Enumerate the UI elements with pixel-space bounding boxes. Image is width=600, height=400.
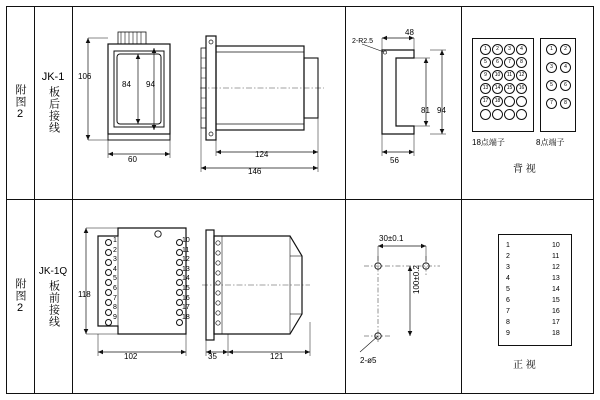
- row2-dim-30: 30±0.1: [379, 234, 404, 243]
- row2-panel-right-17: 17: [552, 319, 560, 326]
- row2-left-pin-dot-1[interactable]: [105, 239, 112, 246]
- terminal-18-pin-2[interactable]: 2: [492, 44, 503, 55]
- row2-left-pin-numbers: [113, 236, 117, 322]
- row1-dim-81: 81: [421, 106, 430, 115]
- terminal-18-pin-6[interactable]: 6: [492, 57, 503, 68]
- row2-panel-right-12: 12: [552, 264, 560, 271]
- terminal-8-pin-2[interactable]: 2: [560, 44, 571, 55]
- row1-dim-124: 124: [255, 150, 269, 159]
- row1-dim-94: 94: [146, 80, 155, 89]
- row2-reference-text: 附图2: [14, 278, 26, 315]
- row1-dim-94: 94: [437, 106, 446, 115]
- row2-right-pin-numbers: [182, 236, 190, 322]
- row2-dim-102: 102: [124, 352, 138, 361]
- terminal-18-pin-extra-5[interactable]: [504, 109, 515, 120]
- row2-wiring-text: 板前接线: [47, 280, 60, 328]
- row2-left-num-5: 5: [113, 275, 117, 283]
- terminal-18-pin-extra-1[interactable]: [504, 96, 515, 107]
- row1-panel-cutout-drawing: [352, 22, 458, 182]
- row2-panel-right-18: 18: [552, 330, 560, 337]
- row2-left-num-6: 6: [113, 284, 117, 292]
- row2-panel-left-8: 8: [506, 319, 510, 326]
- row2-left-pin-dot-5[interactable]: [105, 279, 112, 286]
- row1-wiring-text: 板后接线: [47, 86, 60, 134]
- row2-left-pin-dot-4[interactable]: [105, 269, 112, 276]
- row2-left-pin-dot-7[interactable]: [105, 299, 112, 306]
- terminal-18-pin-9[interactable]: 9: [480, 70, 491, 81]
- terminal-8-caption: 8点端子: [536, 138, 565, 147]
- terminal-18-pin-17[interactable]: 17: [480, 96, 491, 107]
- terminal-18-pin-16[interactable]: 16: [516, 83, 527, 94]
- row1-dim-146: 146: [248, 167, 262, 176]
- row2-panel-left-6: 6: [506, 297, 510, 304]
- row1-dim-r25: 2-R2.5: [352, 38, 374, 45]
- terminal-8-pin-8[interactable]: 8: [560, 98, 571, 109]
- row2-right-num-17: 17: [182, 304, 190, 312]
- row2-panel-left-7: 7: [506, 308, 510, 315]
- terminal-18-pin-18[interactable]: 18: [492, 96, 503, 107]
- row2-panel-left-4: 4: [506, 275, 510, 282]
- terminal-18-pin-13[interactable]: 13: [480, 83, 491, 94]
- row2-left-num-7: 7: [113, 294, 117, 302]
- terminal-18-pin-7[interactable]: 7: [504, 57, 515, 68]
- row2-left-num-4: 4: [113, 265, 117, 273]
- row1-dim-48: 48: [405, 28, 414, 37]
- terminal-18-pin-11[interactable]: 11: [504, 70, 515, 81]
- row1-dim-56: 56: [390, 156, 399, 165]
- row1-dim-106: 106: [78, 72, 92, 81]
- terminal-18-pin-1[interactable]: 1: [480, 44, 491, 55]
- row2-right-num-15: 15: [182, 284, 190, 292]
- terminal-18-pin-12[interactable]: 12: [516, 70, 527, 81]
- row2-model-text: JK-1Q: [38, 266, 68, 277]
- row2-left-pin-dot-9[interactable]: [105, 319, 112, 326]
- row2-dim-2xd5: 2-ø5: [360, 356, 377, 365]
- row2-panel-left-3: 3: [506, 264, 510, 271]
- terminal-18-pin-8[interactable]: 8: [516, 57, 527, 68]
- terminal-8-pin-6[interactable]: 6: [560, 80, 571, 91]
- row2-panel-left-5: 5: [506, 286, 510, 293]
- row2-panel-right-10: 10: [552, 242, 560, 249]
- row2-right-num-10: 10: [182, 237, 190, 244]
- terminal-18-pin-15[interactable]: 15: [504, 83, 515, 94]
- row1-view-caption: 背 视: [513, 164, 536, 175]
- col-divider-2: [72, 6, 73, 394]
- terminal-18-pin-4[interactable]: 4: [516, 44, 527, 55]
- row2-dim-121: 121: [270, 352, 284, 361]
- row2-dim-100: 100±0.2: [412, 265, 421, 294]
- row1-dim-60: 60: [128, 155, 137, 164]
- row2-panel-right-16: 16: [552, 308, 560, 315]
- row2-left-pin-dot-3[interactable]: [105, 259, 112, 266]
- row1-model-cell: [34, 6, 72, 199]
- terminal-8-pin-7[interactable]: 7: [546, 98, 557, 109]
- row1-reference-label: [6, 6, 34, 199]
- row2-right-num-12: 12: [182, 256, 190, 264]
- row2-panel-right-11: 11: [552, 253, 560, 260]
- row2-panel-right-numbers: [552, 240, 560, 339]
- row2-dim-118: 118: [78, 290, 91, 299]
- terminal-18-pin-10[interactable]: 10: [492, 70, 503, 81]
- terminal-18-pin-3[interactable]: 3: [504, 44, 515, 55]
- terminal-18-pin-extra-3[interactable]: [480, 109, 491, 120]
- row-divider: [6, 199, 594, 200]
- row2-reference-label: [6, 200, 34, 393]
- row2-right-num-14: 14: [182, 275, 190, 283]
- row2-panel-left-2: 2: [506, 253, 510, 260]
- row2-left-num-8: 8: [113, 304, 117, 312]
- terminal-18-pin-extra-6[interactable]: [516, 109, 527, 120]
- row2-panel-left-numbers: [506, 240, 510, 339]
- row2-right-num-13: 13: [182, 265, 190, 273]
- row2-left-num-1: 1: [113, 237, 117, 244]
- terminal-18-pin-14[interactable]: 14: [492, 83, 503, 94]
- row2-panel-left-9: 9: [506, 330, 510, 337]
- row2-left-num-3: 3: [113, 256, 117, 264]
- row2-drill-pattern-drawing: [352, 216, 460, 376]
- terminal-18-pin-extra-4[interactable]: [492, 109, 503, 120]
- row1-reference-text: 附图2: [14, 84, 26, 121]
- row2-panel-left-1: 1: [506, 242, 510, 249]
- row2-panel-right-15: 15: [552, 297, 560, 304]
- terminal-8-pin-3[interactable]: 3: [546, 62, 557, 73]
- col-divider-4: [461, 6, 462, 394]
- terminal-8-pin-1[interactable]: 1: [546, 44, 557, 55]
- sheet-border-top: [6, 6, 594, 7]
- terminal-18-pin-extra-2[interactable]: [516, 96, 527, 107]
- terminal-8-pin-5[interactable]: 5: [546, 80, 557, 91]
- row2-left-num-2: 2: [113, 246, 117, 254]
- sheet-border-right: [593, 6, 594, 394]
- sheet-border-bottom: [6, 393, 594, 394]
- row2-model-cell: [34, 200, 72, 393]
- row2-left-num-9: 9: [113, 313, 117, 321]
- row1-side-view-drawing: [200, 18, 350, 188]
- row2-right-num-11: 11: [182, 246, 190, 254]
- row1-model-text: JK-1: [41, 71, 65, 83]
- terminal-8-pin-4[interactable]: 4: [560, 62, 571, 73]
- row2-right-num-18: 18: [182, 313, 190, 321]
- terminal-18-pin-5[interactable]: 5: [480, 57, 491, 68]
- terminal-18-caption: 18点端子: [472, 138, 505, 147]
- row2-dim-35: 35: [208, 352, 217, 361]
- row2-left-pin-dot-8[interactable]: [105, 309, 112, 316]
- row2-panel-right-13: 13: [552, 275, 560, 282]
- row2-panel-right-14: 14: [552, 286, 560, 293]
- row2-right-num-16: 16: [182, 294, 190, 302]
- row1-dim-84: 84: [122, 80, 131, 89]
- row2-left-pin-dot-2[interactable]: [105, 249, 112, 256]
- row2-left-pin-dot-6[interactable]: [105, 289, 112, 296]
- row2-view-caption: 正 视: [513, 360, 536, 371]
